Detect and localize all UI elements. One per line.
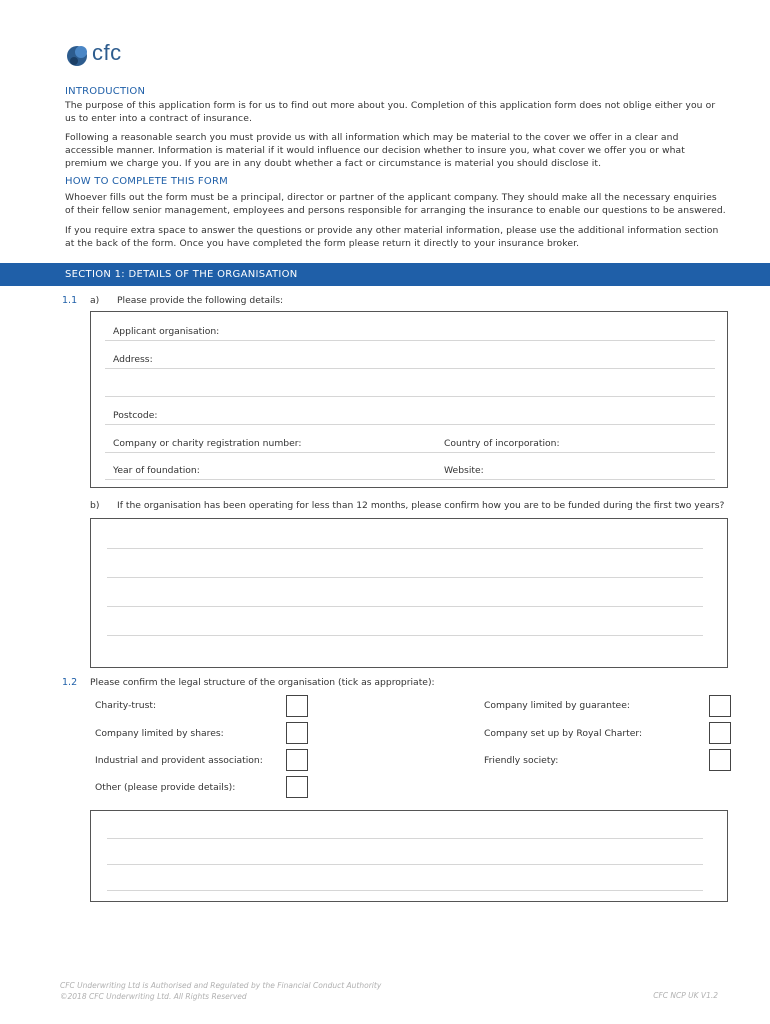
year-of-foundation-label: Year of foundation: xyxy=(113,465,200,476)
section-1-bar xyxy=(0,263,770,286)
how-to-paragraph-2: If you require extra space to answer the questions or provide any other material information, please use the additional information section at the back of the form. Once you have completed the form please return it directly to your insurance broker. xyxy=(65,225,719,249)
question-1-2-text: Please confirm the legal structure of the organisation (tick as appropriate): xyxy=(90,677,435,688)
other-structure-checkbox[interactable] xyxy=(286,776,308,798)
footer-copyright-text: ©2018 CFC Underwriting Ltd. All Rights Reserved xyxy=(60,992,247,1001)
logo-text: cfc xyxy=(92,40,122,65)
address-label: Address: xyxy=(113,354,153,365)
royal-charter-label: Company set up by Royal Charter: xyxy=(484,728,643,739)
company-limited-by-guarantee-label: Company limited by guarantee: xyxy=(484,700,630,711)
country-of-incorporation-label: Country of incorporation: xyxy=(444,438,560,449)
question-1-1-part-a-label: a) xyxy=(90,295,100,306)
charity-trust-label: Charity-trust: xyxy=(95,700,157,711)
how-to-paragraph-1: Whoever fills out the form must be a principal, director or partner of the applicant company. They should make all the necessary enquiries of their fellow senior management, employees and persons responsible for arranging the insurance to enable our questions to be answered. xyxy=(65,192,726,216)
footer-regulatory-text: CFC Underwriting Ltd is Authorised and Regulated by the Financial Conduct Authority xyxy=(60,981,382,990)
footer-form-reference: CFC NCP UK V1.2 xyxy=(653,991,718,1000)
industrial-provident-association-checkbox[interactable] xyxy=(286,749,308,771)
postcode-input[interactable] xyxy=(105,424,715,425)
company-limited-by-guarantee-checkbox[interactable] xyxy=(709,695,731,717)
section-1-title: SECTION 1: DETAILS OF THE ORGANISATION xyxy=(65,269,298,280)
address-input-line-1[interactable] xyxy=(105,368,715,369)
charity-trust-checkbox[interactable] xyxy=(286,695,308,717)
question-1-1-part-b-text: If the organisation has been operating for less than 12 months, please confirm how you are to be funded during the first two years? xyxy=(117,500,725,511)
registration-number-label: Company or charity registration number: xyxy=(113,438,302,449)
organisation-details-box xyxy=(90,311,728,488)
other-structure-label: Other (please provide details): xyxy=(95,782,236,793)
friendly-society-label: Friendly society: xyxy=(484,755,559,766)
registration-country-input[interactable] xyxy=(105,452,715,453)
applicant-organisation-input[interactable] xyxy=(105,340,715,341)
postcode-label: Postcode: xyxy=(113,410,158,421)
answer-line xyxy=(107,838,703,839)
address-input-line-2[interactable] xyxy=(105,396,715,397)
other-details-answer-box[interactable] xyxy=(90,810,728,902)
intro-paragraph-1: The purpose of this application form is for us to find out more about you. Completion of this application form does not oblige either you or us to enter into a contract of insurance. xyxy=(65,100,716,124)
answer-line xyxy=(107,864,703,865)
year-website-input[interactable] xyxy=(105,479,715,480)
applicant-organisation-label: Applicant organisation: xyxy=(113,326,220,337)
answer-line xyxy=(107,890,703,891)
company-limited-by-shares-label: Company limited by shares: xyxy=(95,728,224,739)
answer-line xyxy=(107,606,703,607)
website-label: Website: xyxy=(444,465,484,476)
company-limited-by-shares-checkbox[interactable] xyxy=(286,722,308,744)
how-to-heading: HOW TO COMPLETE THIS FORM xyxy=(65,176,228,187)
royal-charter-checkbox[interactable] xyxy=(709,722,731,744)
funding-answer-box[interactable] xyxy=(90,518,728,668)
friendly-society-checkbox[interactable] xyxy=(709,749,731,771)
answer-line xyxy=(107,635,703,636)
question-1-2-number: 1.2 xyxy=(62,677,78,688)
intro-heading: INTRODUCTION xyxy=(65,86,146,97)
question-1-1-part-b-label: b) xyxy=(90,500,100,511)
intro-paragraph-2: Following a reasonable search you must provide us with all information which may be material to the cover we offer in a clear and accessible manner. Information is material if it would influence our decision whether to insure you, what cover we offer you or what premium we charge you. If you are in any doubt whether a fact or circumstance is material you should disclose it. xyxy=(65,132,685,169)
answer-line xyxy=(107,577,703,578)
industrial-provident-association-label: Industrial and provident association: xyxy=(95,755,263,766)
question-1-1-part-a-text: Please provide the following details: xyxy=(117,295,284,306)
answer-line xyxy=(107,548,703,549)
question-1-1-number: 1.1 xyxy=(62,295,78,306)
